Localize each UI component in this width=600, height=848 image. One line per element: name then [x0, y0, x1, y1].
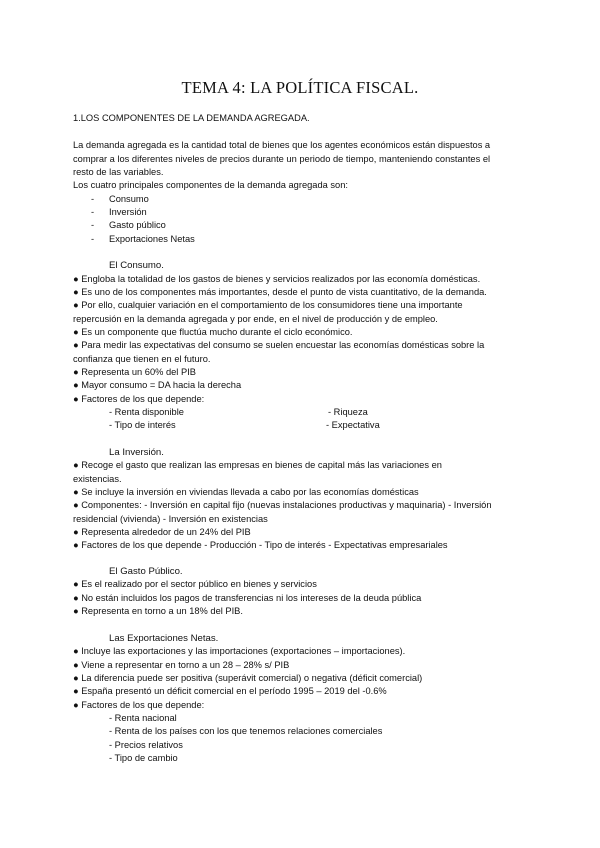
bullet-line: ● España presentó un déficit comercial en el período 1995 – 2019 del -0.6% — [73, 686, 387, 696]
component-item: Gasto público — [109, 220, 166, 230]
factor-item: - Tipo de interés — [109, 420, 176, 430]
factor-item: - Expectativa — [326, 420, 380, 430]
list-dash: - — [91, 207, 95, 217]
factor-item: - Renta de los países con los que tenemos relaciones comerciales — [109, 726, 383, 736]
bullet-line: ● Factores de los que depende - Producción - Tipo de interés - Expectativas empresariales — [73, 540, 448, 550]
factor-item: - Tipo de cambio — [109, 753, 178, 763]
bullet-line: ● No están incluidos los pagos de transferencias ni los intereses de la deuda pública — [73, 593, 422, 603]
bullet-line: ● Representa un 60% del PIB — [73, 367, 196, 377]
intro-line: comprar a los diferentes niveles de precios durante un periodo de tiempo, manteniendo constantes el — [73, 154, 491, 164]
bullet-line: confianza que tienen en el futuro. — [73, 354, 211, 364]
bullet-line: ● Mayor consumo = DA hacia la derecha — [73, 380, 242, 390]
subsection-heading-inversion: La Inversión. — [109, 447, 164, 458]
bullet-line: ● Factores de los que depende: — [73, 700, 205, 710]
list-dash: - — [91, 220, 95, 230]
bullet-line: ● Es un componente que fluctúa mucho durante el ciclo económico. — [73, 327, 353, 337]
bullet-line: ● Para medir las expectativas del consumo se suelen encuestar las economías domésticas sobre la — [73, 340, 485, 350]
bullet-line: ● Representa en torno a un 18% del PIB. — [73, 606, 243, 616]
bullet-line: ● Factores de los que depende: — [73, 394, 205, 404]
subsection-heading-exportaciones: Las Exportaciones Netas. — [109, 633, 219, 644]
intro-line: La demanda agregada es la cantidad total de bienes que los agentes económicos están dispuestos a — [73, 140, 491, 150]
subsection-heading-gasto: El Gasto Público. — [109, 566, 183, 577]
bullet-line: ● Viene a representar en torno a un 28 – 28% s/ PIB — [73, 660, 290, 670]
section-heading: 1.LOS COMPONENTES DE LA DEMANDA AGREGADA. — [73, 113, 310, 123]
bullet-line: ● La diferencia puede ser positiva (superávit comercial) o negativa (déficit comercial) — [73, 673, 423, 683]
bullet-line: ● Por ello, cualquier variación en el comportamiento de los consumidores tiene una importante — [73, 300, 463, 310]
bullet-line: ● Es uno de los componentes más importantes, desde el punto de vista cuantitativo, de la demanda. — [73, 287, 487, 297]
component-item: Inversión — [109, 207, 147, 217]
bullet-line: ● Componentes: - Inversión en capital fijo (nuevas instalaciones productivas y maquinaria) - Inversión — [73, 500, 492, 510]
intro-line: Los cuatro principales componentes de la demanda agregada son: — [73, 180, 348, 190]
list-dash: - — [91, 234, 95, 244]
component-item: Exportaciones Netas — [109, 234, 195, 244]
bullet-line: existencias. — [73, 474, 122, 484]
bullet-line: ● Engloba la totalidad de los gastos de bienes y servicios realizados por las economía domésticas. — [73, 274, 481, 284]
component-item: Consumo — [109, 194, 149, 204]
intro-line: resto de las variables. — [73, 167, 164, 177]
subsection-heading-consumo: El Consumo. — [109, 260, 164, 271]
factor-item: - Precios relativos — [109, 740, 183, 750]
page-title: TEMA 4: LA POLÍTICA FISCAL. — [181, 78, 419, 97]
factor-item: - Riqueza — [328, 407, 368, 417]
bullet-line: ● Representa alrededor de un 24% del PIB — [73, 527, 251, 537]
factor-item: - Renta disponible — [109, 407, 184, 417]
bullet-line: repercusión en la demanda agregada y por ende, en el nivel de producción y de empleo. — [73, 314, 438, 324]
bullet-line: ● Es el realizado por el sector público en bienes y servicios — [73, 579, 317, 589]
bullet-line: ● Recoge el gasto que realizan las empresas en bienes de capital más las variaciones en — [73, 460, 442, 470]
bullet-line: ● Se incluye la inversión en viviendas llevada a cabo por las economías domésticas — [73, 487, 419, 497]
bullet-line: residencial (vivienda) - Inversión en existencias — [73, 514, 268, 524]
factor-item: - Renta nacional — [109, 713, 177, 723]
list-dash: - — [91, 194, 95, 204]
bullet-line: ● Incluye las exportaciones y las importaciones (exportaciones – importaciones). — [73, 646, 406, 656]
